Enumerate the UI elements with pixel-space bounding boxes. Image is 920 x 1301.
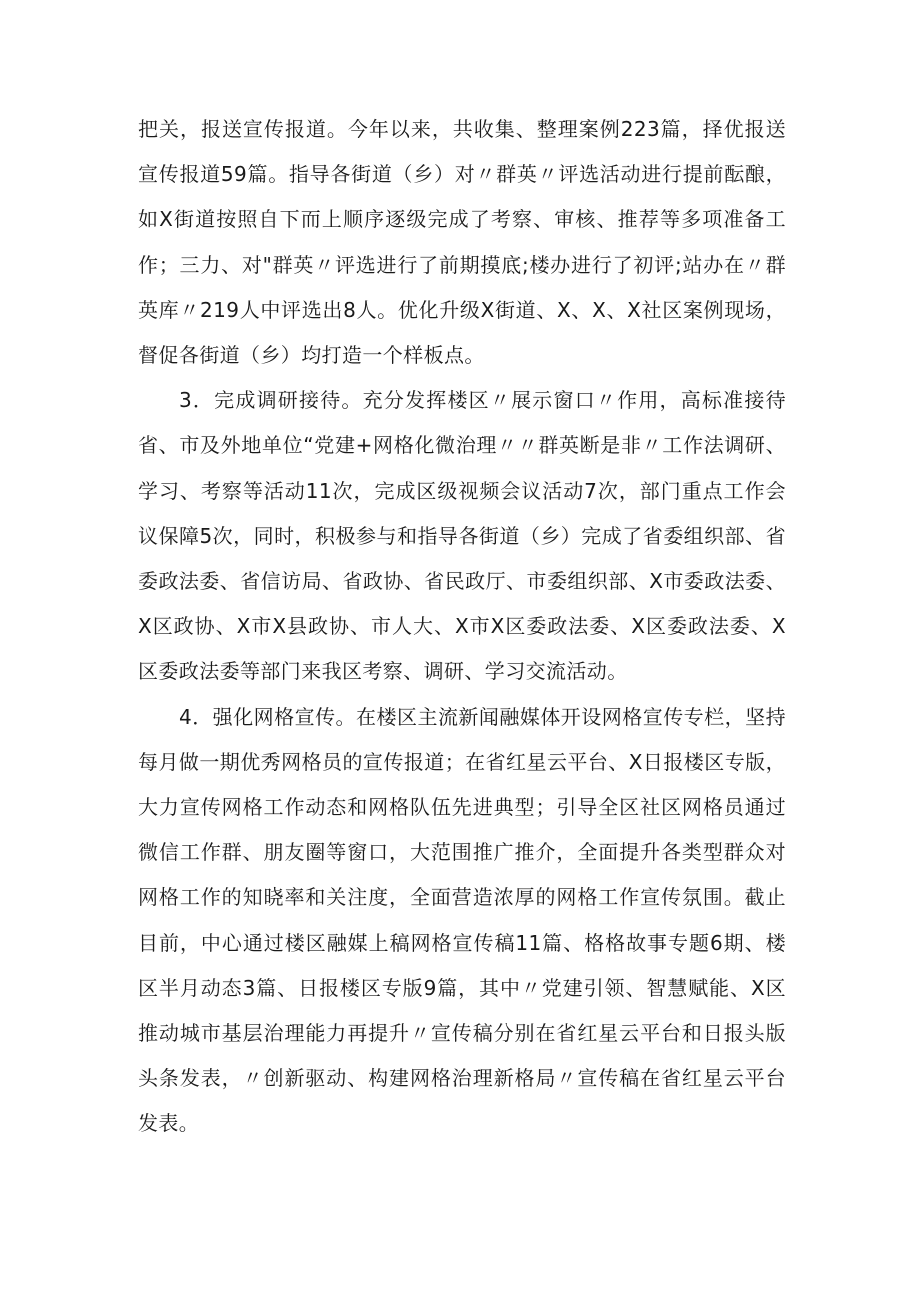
paragraph-continued: 把关，报送宣传报道。今年以来，共收集、整理案例223篇，择优报送宣传报道59篇。指导各街道（乡）对〃群英〃评选活动进行提前酝酿，如X街道按照自下而上顺序逐级完成了考察、审核、推荐等多项准备工作；三力、对"群英〃评选进行了前期摸底;楼办进行了初评;站办在〃群英库〃219人中评选出8人。优化升级X街道、X、X、X社区案例现场，督促各街道（乡）均打造一个样板点。 bbox=[138, 117, 786, 368]
paragraph-section-3: 3．完成调研接待。充分发挥楼区〃展示窗口〃作用，高标准接待省、市及外地单位“党建+网格化微治理〃〃群英断是非〃工作法调研、学习、考察等活动11次，完成区级视频会议活动7次，部门重点工作会议保障5次，同时，积极参与和指导各街道（乡）完成了省委组织部、省委政法委、省信访局、省政协、省民政厅、市委组织部、X市委政法委、X区政协、X市X县政协、市人大、X市X区委政法委、X区委政法委、X区委政法委等部门来我区考察、调研、学习交流活动。 bbox=[138, 388, 786, 684]
document-body bbox=[138, 107, 786, 1147]
paragraph-section-4: 4．强化网格宣传。在楼区主流新闻融媒体开设网格宣传专栏，坚持每月做一期优秀网格员的宣传报道；在省红星云平台、X日报楼区专版，大力宣传网格工作动态和网格队伍先进典型；引导全区社区网格员通过微信工作群、朋友圈等窗口，大范围推广推介，全面提升各类型群众对网格工作的知晓率和关注度，全面营造浓厚的网格工作宣传氛围。截止目前，中心通过楼区融媒上稿网格宣传稿11篇、格格故事专题6期、楼区半月动态3篇、日报楼区专版9篇，其中〃党建引领、智慧赋能、X区推动城市基层治理能力再提升〃宣传稿分别在省红星云平台和日报头版头条发表，〃创新驱动、构建网格治理新格局〃宣传稿在省红星云平台发表。 bbox=[138, 704, 786, 1136]
